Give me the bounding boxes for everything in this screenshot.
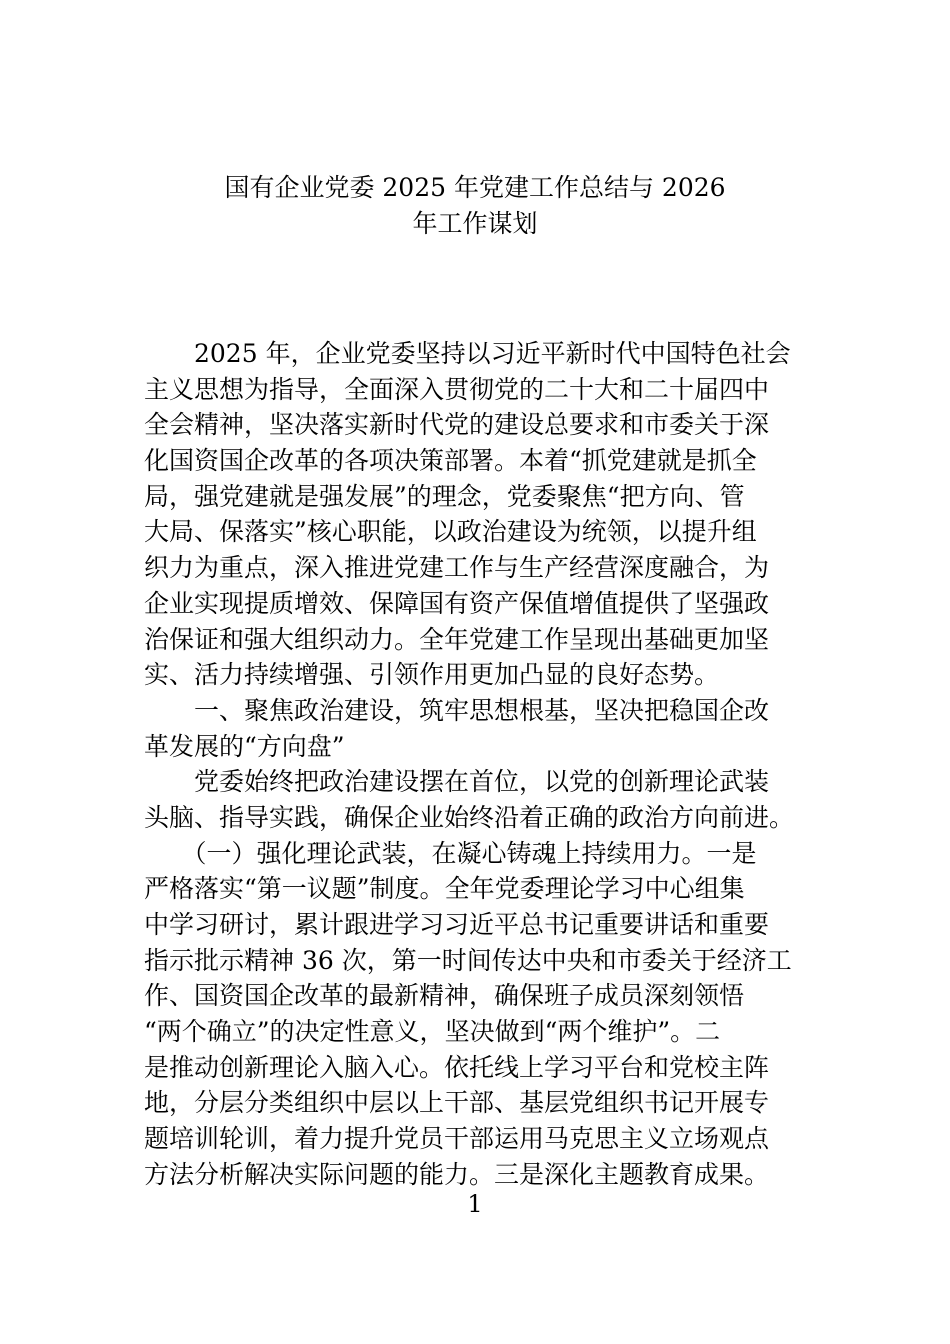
document-title [130, 170, 820, 241]
body-line: 2025 年，企业党委坚持以习近平新时代中国特色社会 [144, 339, 791, 368]
body-line: 头脑、指导实践，确保企业始终沿着正确的政治方向前进。 [144, 802, 795, 832]
body-line: 实、活力持续增强、引领作用更加凸显的良好态势。 [144, 660, 720, 690]
section-heading-line: 革发展的“方向盘” [144, 731, 345, 761]
body-line: 指示批示精神 36 次，第一时间传达中央和市委关于经济工 [144, 945, 792, 975]
body-line: “两个确立”的决定性意义，坚决做到“两个维护”。二 [144, 1017, 721, 1047]
body-line: 主义思想为指导，全面深入贯彻党的二十大和二十届四中 [144, 374, 770, 404]
page-number: 1 [467, 1190, 483, 1218]
title-line: 国有企业党委 2025 年党建工作总结与 2026 [224, 173, 726, 202]
subsection-line: （一）强化理论武装，在凝心铸魂上持续用力。一是 [144, 838, 757, 868]
body-line: 化国资国企改革的各项决策部署。本着“抓党建就是抓全 [144, 446, 757, 476]
document-body [144, 336, 814, 1193]
body-line: 党委始终把政治建设摆在首位，以党的创新理论武装 [144, 767, 770, 797]
body-line: 企业实现提质增效、保障国有资产保值增值提供了坚强政 [144, 588, 770, 618]
body-line: 局，强党建就是强发展”的理念，党委聚焦“把方向、管 [144, 481, 745, 511]
body-line: 严格落实“第一议题”制度。全年党委理论学习中心组集 [144, 874, 745, 904]
body-line: 作、国资国企改革的最新精神，确保班子成员深刻领悟 [144, 981, 745, 1011]
body-line: 地，分层分类组织中层以上干部、基层党组织书记开展专 [144, 1088, 770, 1118]
body-line: 中学习研讨，累计跟进学习习近平总书记重要讲话和重要 [144, 910, 770, 939]
body-line: 织力为重点，深入推进党建工作与生产经营深度融合，为 [144, 553, 770, 583]
body-line: 大局、保落实”核心职能，以政治建设为统领，以提升组 [144, 517, 757, 547]
body-line: 方法分析解决实际问题的能力。三是深化主题教育成果。 [144, 1159, 770, 1189]
title-line: 年工作谋划 [412, 208, 538, 238]
section-heading-line: 一、聚焦政治建设，筑牢思想根基，坚决把稳国企改 [144, 695, 770, 725]
body-line: 题培训轮训，着力提升党员干部运用马克思主义立场观点 [144, 1124, 770, 1154]
body-line: 全会精神，坚决落实新时代党的建设总要求和市委关于深 [144, 410, 770, 440]
body-line: 治保证和强大组织动力。全年党建工作呈现出基础更加坚 [144, 624, 770, 654]
body-line: 是推动创新理论入脑入心。依托线上学习平台和党校主阵 [144, 1052, 770, 1082]
